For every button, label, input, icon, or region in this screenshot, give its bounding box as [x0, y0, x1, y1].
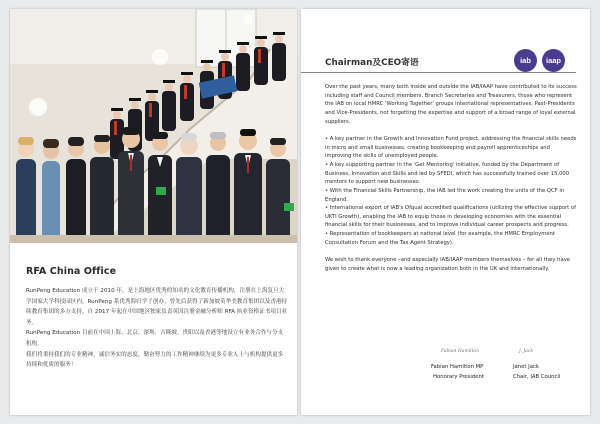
group-photo	[10, 9, 297, 243]
right-page	[301, 9, 590, 415]
page-title: Chairman及CEO寄语	[325, 58, 419, 68]
letter-paragraph: We wish to thank everyone –and especially IAB/IAAP members themselves – for all they have given to create what is now a leading organization both in the UK and internationally.	[325, 257, 571, 272]
signature: Fabian Hamilton	[441, 349, 479, 354]
office-title: RFA China Office	[26, 266, 117, 277]
signatory-role: Honorary President	[433, 374, 484, 380]
letter-body	[325, 83, 577, 273]
iab-logo: iab	[514, 49, 537, 72]
chinese-paragraph: RunPeng Education 成立于 2010 年，是上海地区优秀的知名的文化教育传播机构，注册在上海复旦大学国家大学科技园区内，RunPeng 系优秀海归学子创办，曾先后获得了新加坡英华美教育集团以及香港持续教育集团的多方支持，自 2017 年起在中国地区独家负责英国注册金融分析师 RFA 执业资格证书项目业务。	[26, 288, 288, 326]
group-photo-illustration	[10, 9, 297, 243]
title-divider	[301, 72, 576, 73]
signatory-name: Janet Jack	[513, 364, 539, 370]
left-page	[10, 9, 297, 415]
signatory-role: Chair, IAB Council	[513, 374, 561, 380]
chinese-paragraph: RunPeng Education 目前在中国上海、北京、深圳、吉隆坡、贵阳以及香港等地设立有业务合作与分支机构。	[26, 330, 284, 347]
signature: J. Jack	[519, 349, 534, 354]
bullet-item: • A key supporting partner in the 'Get Mentoring' initiative, funded by the Department of Business, Innovation and Skills and led by SFEDI, which has successfully trained over 15,000 mentors to support new businesses.	[325, 161, 570, 186]
bullet-item: • With the Financial Skills Partnership, the IAB led the work creating the units of the QCF in England.	[325, 187, 565, 203]
bullet-item: • A key partner in the Growth and Innovation Fund project, addressing the financial skills needs in micro and small businesses, creating bookkeeping and payroll apprenticeships and improving the skills of unemployed people.	[325, 135, 577, 160]
iaap-logo: iaap	[542, 49, 565, 72]
bullet-item: • Representation of bookkeepers at national level (for example, the HMRC Employment Consultation Forum and the Tax Agent Strategy).	[325, 231, 555, 246]
letter-paragraph: Over the past years, many both inside and outside the IAB/IAAP have contributed to its success including staff and Council members, Branch Secretaries and Treasurers, those who represent the IAB on local HMRC 'Working Together' groups international representatives, Past-Presidents and Vice-Presidents, not forgetting the expertise and support of a broad range of loyal external suppliers.	[325, 84, 577, 125]
signatory-name: Fabian Hamilton MP	[431, 364, 484, 370]
chinese-body-text	[26, 286, 288, 371]
bullet-item: • International export of IAB's Ofqual accredited qualifications (utilizing the effective support of UKTI Growth), enabling the IAB to equip those in developing economies with the essential financial skills for their businesses, and to improve individual career prospects and progress.	[325, 205, 576, 229]
chinese-paragraph: 我们将秉持我们的专业精神，诚信务实的态度，勤奋努力的工作精神继续为更多专业人士与机构提供更多持续和优质的服务！	[26, 351, 284, 369]
